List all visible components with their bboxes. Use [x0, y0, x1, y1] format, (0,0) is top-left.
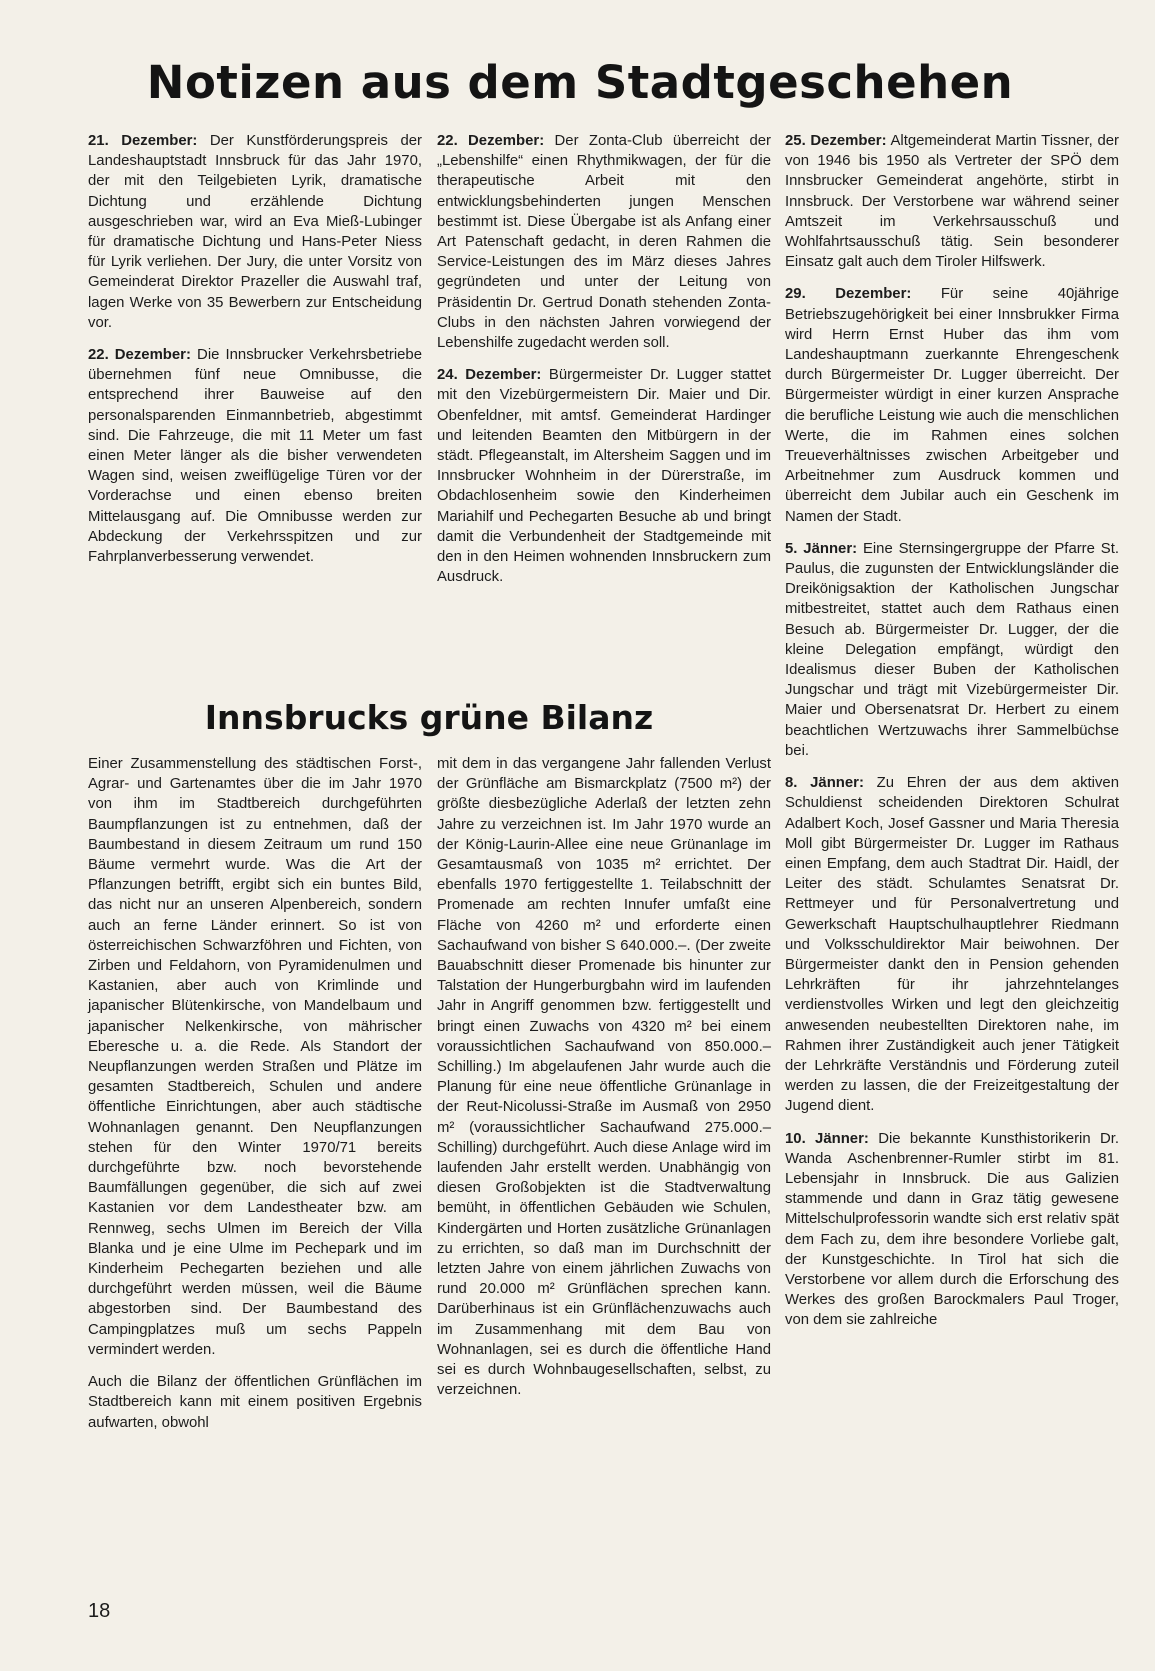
notice	[785, 131, 1119, 272]
notice-text: Für seine 40jährige Betriebszugehörigkeit bei einer Innsbrukker Firma wird Herrn Ernst Huber das ihm vom Landeshauptmann zuerkannte Ehrengeschenk durch Bürgermeister Dr. Lugger überreicht. Der Bürgermeister würdigt in einer kurzen Ansprache die berufliche Leistung wie auch die menschlichen Werte, die im Rahmen eines solchen Treueverhältnisses zwischen Arbeitgeber und Arbeitnehmer zum Ausdruck kommen und überreicht dem Jubilar auch ein Geschenk im Namen der Stadt.	[785, 286, 1119, 525]
column-3	[785, 131, 1119, 1343]
notice	[785, 1129, 1119, 1331]
article-column-2	[437, 754, 771, 1413]
notice-date: 22. Dezember:	[437, 133, 545, 149]
notice-text: Die bekannte Kunsthistorikerin Dr. Wanda Aschenbrenner-Rumler stirbt im 81. Lebensjahr in Innsbruck. Die aus Galizien stammende und dann in Graz tätig gewesene Mittelschulprofessorin wandte sich erst relativ spät dem Fach zu, dem ihre besondere Vorliebe galt, der Kunstgeschichte. In Tirol hat sich die Verstorbene vor allem durch die Erforschung des Werkes des großen Barockmalers Paul Troger, von dem sie zahlreiche	[785, 1130, 1119, 1329]
notice	[437, 131, 771, 353]
notice-date: 10. Jänner:	[785, 1130, 869, 1147]
column-2	[437, 131, 771, 599]
article-paragraph: Einer Zusammenstellung des städtischen Forst-, Agrar- und Gartenamtes über die im Jahr 1970 von ihm im Stadtbereich durchgeführten Baumpflanzungen ist zu entnehmen, daß der Baumbestand in diesem Zeitraum um rund 150 Bäume vermehrt wurde. Was die Art der Pflanzungen betrifft, ergibt sich ein buntes Bild, das nicht nur an unseren Alpenbereich, sondern auch an ferne Länder erinnert. So ist von österreichischen Schwarzföhren und Fichten, von Zirben und Feldahorn, von Pyramidenulmen und Kastanien, aber auch von Krimlinde und japanischer Blütenkirsche, von Mandelbaum und japanischer Nelkenkirsche, von mährischer Eberesche u. a. die Rede. Als Standort der Neupflanzungen werden Straßen und Plätze im gesamten Stadtbereich, Schulen und andere öffentliche Einrichtungen, aber auch städtische Wohnanlagen genannt. Den Neupflanzungen stehen für den Winter 1970/71 bereits durchgeführte bzw. noch bevorstehende Baumfällungen gegenüber, die sich auf zwei Kastanien vor dem Landestheater bzw. am Rennweg, sechs Ulmen im Bereich der Villa Blanka und je eine Ulme im Pechepark und im Kinderheim Pechegarten beziehen und alle durchgeführt werden müssen, weil die Bäume abgestorben sind. Der Baumbestand des Campingplatzes muß um sechs Pappeln vermindert werden.	[88, 756, 422, 1358]
notice-text: Die Innsbrucker Verkehrsbetriebe übernehmen fünf neue Omnibusse, die entsprechend ihrer Bauweise auf den personalsparenden Einmannbetrieb, abgestimmt sind. Die Fahrzeuge, die mit 11 Meter um fast einen Meter länger als die bisher verwendeten Wagen sind, weisen zweiflügelige Türen vor der Vorderachse und einen ebenso breiten Mittelausgang auf. Die Omnibusse werden zur Abdeckung der Verkehrsspitzen und zur Fahrplanverbesserung verwendet.	[88, 347, 422, 566]
notice-date: 24. Dezember:	[437, 367, 542, 384]
notice-date: 22. Dezember:	[88, 347, 191, 364]
notice	[785, 773, 1119, 1116]
notice-text: Altgemeinderat Martin Tissner, der von 1946 bis 1950 als Vertreter der SPÖ dem Innsbrucker Gemeinderat angehörte, stirbt in Innsbruck. Der Verstorbene war während seiner Amtszeit im Verkehrsausschuß und Wohlfahrtsausschuß tätig. Sein besonderer Einsatz galt auch dem Tiroler Hilfswerk.	[785, 133, 1119, 271]
notice	[88, 345, 422, 567]
article-column-1	[88, 754, 422, 1445]
notice-text: Bürgermeister Dr. Lugger stattet mit den Vizebürgermeistern Dir. Maier und Dir. Obenfeldner, mit amtsf. Gemeinderat Hardinger und leitenden Beamten den Mitbürgern in der städt. Pflegeanstalt, im Altersheim Saggen und im Innsbrucker Wohnheim in der Dürerstraße, im Obdachlosenheim sowie den Kinderheimen Mariahilf und Pechegarten Besuche ab und bringt damit die Verbundenheit der Stadtgemeinde mit den in den Heimen wohnenden Innsbruckern zum Ausdruck.	[437, 367, 771, 586]
notice-date: 5. Jänner:	[785, 540, 858, 557]
notice-date: 25. Dezember:	[785, 133, 887, 149]
notice	[785, 284, 1119, 526]
notice-text: Der Zonta-Club überreicht der „Lebenshilfe“ einen Rhythmikwagen, der für die therapeutische Arbeit mit den entwicklungsbehinderten jungen Menschen bestimmt ist. Diese Übergabe ist als Anfang einer Art Patenschaft gedacht, in deren Rahmen die Service-Leistungen des im März dieses Jahres gegründeten und unter der Leitung von Präsidentin Dr. Gertrud Donath stehenden Zonta-Clubs in den nächsten Jahren vorwiegend der Lebenshilfe zugedacht werden soll.	[437, 133, 771, 352]
notice	[785, 539, 1119, 761]
notice	[437, 365, 771, 587]
notice-date: 21. Dezember:	[88, 133, 198, 149]
notice-date: 29. Dezember:	[785, 286, 912, 303]
article-title: Innsbrucks grüne Bilanz	[204, 698, 654, 737]
column-1	[88, 131, 422, 579]
page-title: Notizen aus dem Stadtgeschehen	[146, 56, 1014, 109]
notice-text: Eine Sternsingergruppe der Pfarre St. Paulus, die zugunsten der Entwicklungsländer die Dreikönigsaktion der Katholischen Jungschar mitbestreitet, stattet auch dem Rathaus einen Besuch ab. Bürgermeister Dr. Lugger, der die kleine Delegation empfängt, würdigt den Idealismus dieser Buben der Katholischen Jungschar und trägt mit Vizebürgermeister Dir. Maier und Obersenatsrat Dr. Herbert zu einem beachtlichen Wertzuwachs ihrer Sammelbüchse bei.	[785, 540, 1119, 759]
notice-text: Der Kunstförderungspreis der Landeshauptstadt Innsbruck für das Jahr 1970, der mit den Teilgebieten Lyrik, dramatische Dichtung und erzählende Dichtung ausgeschrieben war, wird an Eva Mieß-Lubinger für dramatische Dichtung und Hans-Peter Niess für Lyrik verliehen. Der Jury, die unter Vorsitz von Gemeinderat Direktor Prazeller die Auswahl traf, lagen Werke von 35 Bewerbern zur Entscheidung vor.	[88, 133, 422, 331]
notice-text: Zu Ehren der aus dem aktiven Schuldienst scheidenden Direktoren Schulrat Adalbert Koch, Josef Gassner und Maria Theresia Moll gibt Bürgermeister Dr. Lugger im Rathaus einen Empfang, dem auch Stadtrat Dir. Haidl, der Leiter des städt. Schulamtes Senatsrat Dr. Rettmeyer und für Personalvertretung und Gewerkschaft Hauptschulhauptlehrer Riedmann und Volksschuldirektor Mair beiwohnen. Der Bürgermeister dankt den in Pension gehenden Lehrkräften für ihr jahrzehntelanges verdienstvolles Wirken und legt den gleichzeitig anwesenden neubestellten Direktoren nahe, im Rahmen ihrer Zuständigkeit auch jener Tätigkeit der Lehrkräfte Verständnis und Förderung zuteil werden zu lassen, die der Freizeitgestaltung der Jugend dient.	[785, 775, 1119, 1115]
article-paragraph: Auch die Bilanz der öffentlichen Grünflächen im Stadtbereich kann mit einem positiven Ergebnis aufwarten, obwohl	[88, 1374, 422, 1431]
notice	[88, 131, 422, 333]
page-number: 18	[88, 1600, 111, 1622]
article-paragraph: mit dem in das vergangene Jahr fallenden Verlust der Grünfläche am Bismarckplatz (7500 m²) der größte diesbezügliche Aderlaß der letzten zehn Jahre zu verzeichnen ist. Im Jahr 1970 wurde an der König-Laurin-Allee eine neue Grünanlage im Gesamtausmaß von 1035 m² errichtet. Der ebenfalls 1970 fertiggestellte 1. Teilabschnitt der Promenade am rechten Innufer umfaßt eine Fläche von 4260 m² und erforderte einen Sachaufwand von bisher S 640.000.–. (Der zweite Bauabschnitt dieser Promenade bis hinunter zur Talstation der Hungerburgbahn wird im laufenden Jahr in Angriff genommen bzw. fertiggestellt und bringt einen Zuwachs von 4320 m² bei einem voraussichtlichen Sachaufwand von 850.000.– Schilling.) Im abgelaufenen Jahr wurde auch die Planung für eine neue öffentliche Grünanlage in der Reut-Nicolussi-Straße im Ausmaß von 2950 m² (voraussichtlicher Sachaufwand 275.000.– Schilling) durchgeführt. Auch diese Anlage wird im laufenden Jahr erstellt werden. Unabhängig von diesen Großobjekten ist die Stadtverwaltung bemüht, in öffentlichen Gebäuden wie Schulen, Kindergärten und Horten zusätzliche Grünanlagen zu errichten, so daß man im Durchschnitt der letzten Jahre von einem jährlichen Zuwachs von rund 20.000 m² Grünflächen sprechen kann. Darüberhinaus ist ein Grünflächenzuwachs auch im Zusammenhang mit dem Bau von Wohnanlagen, sei es durch die öffentliche Hand sei es durch Wohnbaugesellschaften, selbst, zu verzeichnen.	[437, 756, 771, 1399]
notice-date: 8. Jänner:	[785, 775, 864, 792]
